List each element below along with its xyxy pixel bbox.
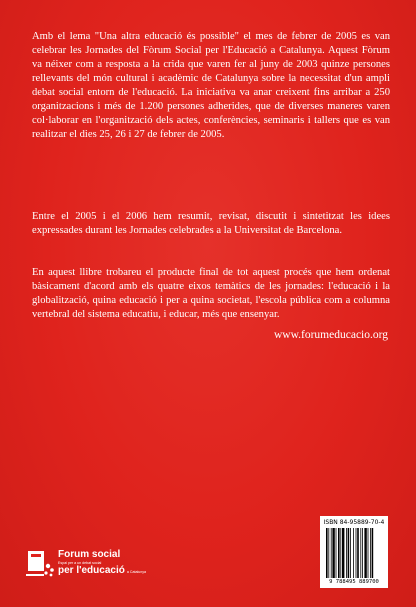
barcode-stripe — [326, 528, 328, 578]
barcode-stripe — [353, 528, 354, 578]
barcode-stripe — [368, 528, 369, 578]
logo-mark-icon — [26, 548, 56, 578]
isbn-label: ISBN 84-95889-70-4 — [323, 519, 385, 526]
barcode-stripe — [340, 528, 341, 578]
website-url: www.forumeducacio.org — [273, 329, 388, 341]
barcode-stripe — [360, 528, 361, 578]
logo-region: a Catalunya — [126, 570, 147, 574]
barcode-stripe — [328, 528, 329, 578]
summary-paragraph: Entre el 2005 i el 2006 hem resumit, revisat, discutit i sintetitzat les idees expressades durant les Jornades celebrades a la Universitat de Barcelona. — [32, 211, 390, 236]
barcode-stripe — [356, 528, 357, 578]
isbn-digits: 9 788495 889700 — [329, 579, 379, 585]
barcode-stripe — [336, 528, 337, 578]
barcode-stripe — [350, 528, 351, 578]
barcode-stripe — [331, 528, 332, 578]
logo-title: Forum social — [58, 549, 121, 560]
logo-tagline: Espai per a un debat social — [58, 561, 102, 565]
forum-social-logo — [26, 548, 176, 580]
barcode-stripe — [338, 528, 340, 578]
logo-subtitle — [58, 565, 146, 576]
barcode-stripe — [362, 528, 363, 578]
barcode-stripe — [370, 528, 371, 578]
barcode-stripe — [332, 528, 334, 578]
intro-paragraph: Amb el lema "Una altra educació és possible" el mes de febrer de 2005 es van celebrar les Jornades del Fòrum Social per l'Educació a Catalunya. Aquest Fòrum va néixer com a resposta a la crida que varen fer al juny de 2003 quinze persones rellevants del món cultural i acadèmic de Catalunya sobre la necessitat d'un ampli debat social entorn de l'educació. La iniciativa va anar creixent fins arribar a 250 organitzacions i més de 1.200 persones adherides, que de diverses maneres varen col·laborar en l'organització dels actes, conferències, seminaris i tallers que es van realitzar el dies 25, 26 i 27 de febrer de 2005. — [32, 31, 390, 140]
barcode-stripe — [342, 528, 344, 578]
barcode-stripe — [364, 528, 366, 578]
isbn-barcode-box — [320, 516, 388, 588]
barcode-stripe — [348, 528, 350, 578]
barcode-stripe — [372, 528, 374, 578]
barcode-stripe — [346, 528, 347, 578]
barcode-icon — [324, 528, 384, 578]
logo-subtitle-text: per l'educació — [58, 565, 125, 576]
barcode-stripe — [357, 528, 359, 578]
book-content-paragraph: En aquest llibre trobareu el producte final de tot aquest procés que hem ordenat bàsicament d'acord amb els quatre eixos temàtics de les jornades: l'educació i la globalització, quina educació i per a quina societat, l'escola pública com a columna vertebral del sistema educatiu, i educar, més que ensenyar. — [32, 267, 390, 320]
